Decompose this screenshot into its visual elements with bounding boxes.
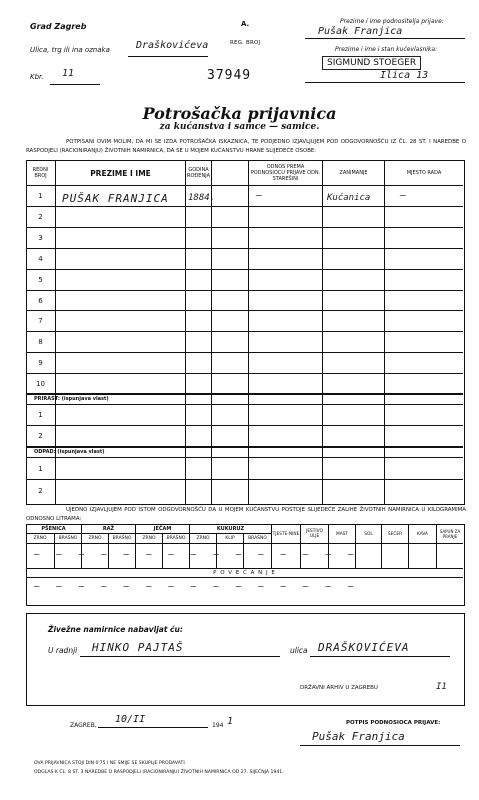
signature-label: POTPIS PODNOSIOCA PRIJAVE: bbox=[346, 720, 441, 726]
applicant-value: Pušak Franjica bbox=[318, 26, 403, 37]
reg-number: 37949 bbox=[207, 68, 252, 83]
applicant-label: Prezime i ime podnositelja prijave: bbox=[340, 18, 444, 25]
declaration-text: POTPISANI OVIM MOLIM, DA MI SE IZDA POTROŠAČKA ISKAZNICA, TE PODJEDNO IZJAVLJUJEM POD ODGOVORNOŠĆU IZ ČL. 28 ST. I NAREDBE O RASPODJELI (RACIONIRANJU) ŽIVOTNIH NAMIRNICA, DA SE U MOJEM KUĆANSTVU HRANE SLIJEDEĆE OSOBE: bbox=[26, 139, 466, 154]
row-number: 9 bbox=[38, 359, 43, 367]
row-number: 6 bbox=[38, 296, 43, 305]
col-header-name: PREZIME I IME bbox=[90, 168, 151, 178]
owner-stamp: SIGMUND STOEGER bbox=[322, 56, 421, 70]
increase-label: P O V E Ć A N J E bbox=[213, 570, 276, 576]
odpad-row-number: 1 bbox=[38, 464, 43, 473]
other-col: ŠEĆER bbox=[387, 531, 403, 537]
other-col: SOL bbox=[364, 531, 373, 537]
archive-stamp-number: I1 bbox=[436, 682, 447, 692]
letter-a: A. bbox=[241, 20, 250, 28]
supplier-street-value: DRAŠKOVIĆEVA bbox=[318, 641, 410, 654]
prirast-row-number: 2 bbox=[38, 432, 43, 440]
dash-mark: — bbox=[400, 190, 407, 201]
other-col: TJESTE-NINE bbox=[272, 531, 300, 537]
supply-dashes: ——————————————— bbox=[34, 550, 371, 560]
increase-dashes: ——————————————— bbox=[34, 582, 371, 592]
col-header-workplace: MJESTO RADA bbox=[406, 170, 442, 176]
other-col: KAVA bbox=[416, 531, 428, 537]
odpad-row-number: 2 bbox=[38, 487, 43, 495]
supplies-intro: UJEDNO IZJAVLJUJEM POD ISTOM ODGOVORNOŠĆU DA U MOJEM KUĆANSTVU POSTOJE SLIJEDEĆE ZALIHE ŽIVOTNIH NAMIRNICA U KILOGRAMIMA ODNOSNO LITRAMA: bbox=[26, 507, 466, 522]
col-header-number: REDNI BROJ bbox=[32, 167, 49, 179]
prirast-row-number: 1 bbox=[38, 411, 43, 419]
sub-col: ZRNO bbox=[88, 536, 102, 541]
other-col: JESTIVO ULJE bbox=[306, 529, 323, 539]
year-label: 194 bbox=[212, 722, 224, 729]
street-value: Draškovićeva bbox=[136, 40, 209, 51]
row-number: 5 bbox=[38, 276, 43, 284]
sub-col: ZRNO bbox=[33, 536, 47, 541]
other-col: MAST bbox=[336, 531, 348, 537]
person-occupation: Kućanica bbox=[327, 193, 371, 203]
group-wheat: PŠENICA bbox=[41, 525, 66, 532]
prirast-label: PRIRAST: (ispunjava vlast) bbox=[34, 396, 109, 402]
group-rye: RAŽ bbox=[102, 525, 115, 532]
group-barley: JEČAM bbox=[153, 525, 172, 532]
sub-col: BRAŠNO bbox=[58, 536, 78, 541]
other-col: SAPUN ZA PRANJE bbox=[439, 529, 461, 539]
dash-mark: — bbox=[256, 190, 263, 201]
reg-label: REG. BROJ bbox=[230, 40, 261, 46]
shop-value: HINKO PAJTAŠ bbox=[92, 641, 184, 654]
signature-value: Pušak Franjica bbox=[312, 730, 405, 743]
row-number: 4 bbox=[38, 255, 43, 263]
house-value: 11 bbox=[62, 68, 75, 79]
place-label: ZAGREB, bbox=[70, 722, 97, 729]
odpad-label: ODPAD: (ispunjava vlast) bbox=[34, 449, 105, 455]
archive-stamp: DRŽAVNI ARHIV U ZAGREBU bbox=[300, 685, 378, 691]
sub-col: KLIP bbox=[225, 536, 235, 541]
city-label: Grad Zagreb bbox=[30, 22, 87, 31]
owner-address: Ilica 13 bbox=[380, 70, 429, 81]
col-header-relation: ODNOS PREMA PODNOSIOCU PRIJAVE ODN. STAREŠINI bbox=[250, 164, 321, 182]
supplier-label: Živežne namirnice nabavljat ću: bbox=[48, 625, 183, 634]
person-birth-year: 1884. bbox=[188, 193, 216, 203]
row-number: 3 bbox=[38, 234, 43, 242]
year-value: 1 bbox=[227, 716, 234, 727]
col-header-occupation: ZANIMANJE bbox=[339, 170, 368, 176]
row-number: 1 bbox=[38, 192, 43, 200]
sub-col: BRAŠNO bbox=[166, 536, 186, 541]
supplier-street-label: ulica bbox=[290, 646, 308, 655]
row-number: 7 bbox=[38, 317, 43, 325]
footer-note-law: ODGLAS K ČL. 8 ST. 3 NAREDBE O RASPODJELI (RACIONIRANJU) ŽIVOTNIH NAMIRNICA OD 27. SIJEČNJA 1941. bbox=[34, 770, 284, 775]
footer-note-price: OVA PRIJAVNICA STOJI DIN 0'75 I NE SMIJE SE SKUPLJE PRODAVATI. bbox=[34, 761, 187, 766]
sub-col: ZRNO bbox=[142, 536, 156, 541]
col-header-year: GODINA ROĐENJA bbox=[187, 167, 210, 179]
row-number: 10 bbox=[36, 379, 45, 388]
row-number: 2 bbox=[38, 213, 43, 221]
person-name: PUŠAK FRANJICA bbox=[62, 192, 169, 205]
owner-label: Prezime i ime i stan kućevlasnika: bbox=[335, 46, 438, 53]
row-number: 8 bbox=[38, 338, 43, 346]
sub-col: ZRNO bbox=[196, 536, 210, 541]
house-label: Kbr. bbox=[30, 73, 44, 81]
date-value: 10/II bbox=[115, 714, 146, 725]
form-subtitle: za kućanstva i samce — samice. bbox=[159, 122, 320, 132]
form-title: Potrošačka prijavnica bbox=[142, 104, 337, 123]
street-label: Ulica, trg ili ina oznaka bbox=[30, 46, 110, 54]
sub-col: BRAŠNO bbox=[248, 536, 267, 541]
group-corn: KUKURUZ bbox=[216, 525, 245, 532]
sub-col: BRAŠNO bbox=[112, 536, 132, 541]
shop-label: U radnji bbox=[48, 646, 78, 655]
